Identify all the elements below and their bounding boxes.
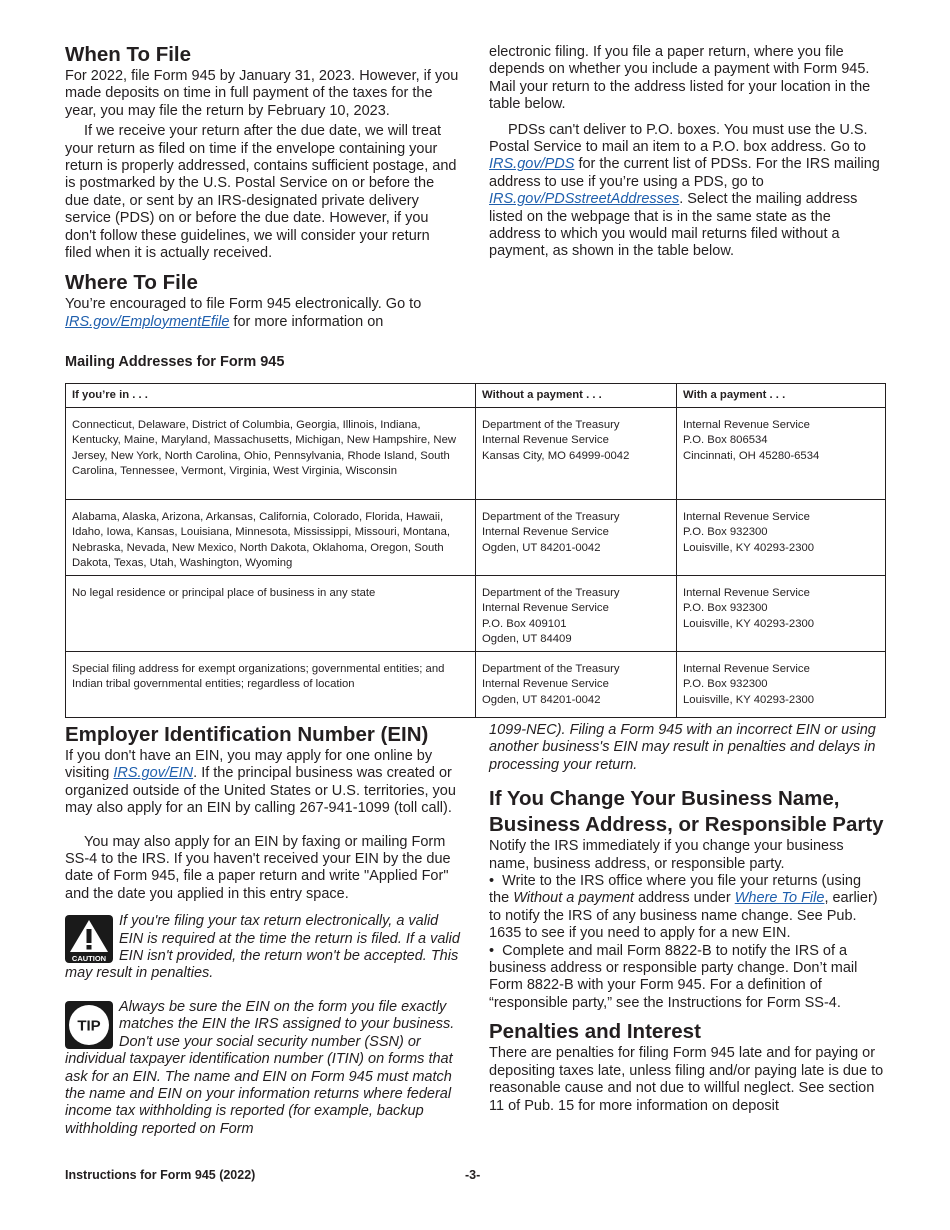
caution-icon [65,915,113,963]
column-header-without-payment: Without a payment . . . [476,384,677,408]
with-payment-address-cell [677,407,886,499]
address-line: Internal Revenue Service [482,602,609,614]
pds-paragraph [489,122,885,261]
address-line: Internal Revenue Service [482,678,609,690]
pds-text-c: . Select the mailing address listed on the webpage that is in the same state as the address to which you would mail returns filed without a payment, as shown in the table below. [489,191,858,260]
address-line: Cincinnati, OH 45280-6534 [683,449,820,462]
where-to-file-link[interactable]: Where To File [734,890,825,907]
table-row [66,575,886,651]
without-payment-address-cell [476,407,677,499]
irs-pds-street-addresses-link[interactable]: IRS.gov/PDSstreetAddresses [489,191,680,208]
caution-icon-label: CAUTION [71,954,107,964]
without-payment-address-cell [476,499,677,575]
ein-heading: Employer Identification Number (EIN) [65,723,429,746]
page-number: -3- [465,1168,481,1182]
tip-text: Always be sure the EIN on the form you file exactly matches the EIN the IRS assigned to your business. Don't use your social security number (SSN) or individual taxpayer identification number (ITIN) on forms that ask for an EIN. The name and EIN on Form 945 must match the name and EIN on your information returns where federal income tax withholding is reported (for example, backup withholding reported on Form [65,998,455,1137]
when-to-file-heading: When To File [65,43,192,66]
mailing-addresses-table [65,383,886,718]
location-cell: Connecticut, Delaware, District of Columbia, Georgia, Illinois, Indiana, Kentucky, Maine, Maryland, Massachusetts, Michigan, New Hampshire, New Jersey, New York, North Carolina, Ohio, Pennsylvania, Rhode Island, South Carolina, Tennessee, Vermont, Virginia, West Virginia, Wisconsin [66,407,476,499]
table-row [66,407,886,499]
address-line: P.O. Box 932300 [683,602,768,614]
pds-text-a: PDSs can't deliver to P.O. boxes. You must use the U.S. Postal Service to mail an item to a P.O. box address. Go to [489,121,868,156]
location-cell: Alabama, Alaska, Arizona, Arkansas, California, Colorado, Florida, Hawaii, Idaho, Iowa, Kansas, Louisiana, Minnesota, Mississippi, Missouri, Montana, Nebraska, Nevada, New Mexico, North Dakota, Oklahoma, Oregon, South Dakota, Texas, Utah, Washington, Wyoming [66,499,476,575]
when-to-file-paragraph-2: If we receive your return after the due date, we will treat your return as filed on time if the envelope containing your return is properly addressed, contains sufficient postage, and is postmarked by the U.S. Postal Service on or before the due date, or sent by an IRS-designated private delivery service (PDS) on or before the due date. However, if you don't follow these guidelines, we will consider your return filed when it is actually received. [65,123,457,262]
employment-efile-link[interactable]: IRS.gov/EmploymentEfile [65,313,230,330]
location-cell: Special filing address for exempt organizations; governmental entities; and Indian tribal governmental entities; regardless of location [66,651,476,717]
address-line: Kansas City, MO 64999-0042 [482,449,630,462]
pds-text-b: for the current list of PDSs. For the IRS mailing address to use if you’re using a PDS, go to [489,156,880,190]
address-line: Department of the Treasury [482,510,620,523]
irs-ein-link[interactable]: IRS.gov/EIN [113,765,194,782]
change-business-paragraph: Notify the IRS immediately if you change your business name, business address, or responsible party. [489,838,844,872]
mailing-addresses-table-wrap [65,383,885,718]
when-to-file-paragraph-1: For 2022, file Form 945 by January 31, 2023. However, if you made deposits on time in full payment of the taxes for the year, you may file the return by February 10, 2023. [65,68,459,119]
address-line: P.O. Box 932300 [683,678,768,690]
address-line: Internal Revenue Service [683,586,810,599]
table-row [66,651,886,717]
ein-paragraph-1 [65,748,460,818]
where-to-file-text: You’re encouraged to file Form 945 electronically. Go to [65,296,422,313]
change-business-heading: If You Change Your Business Name, Business Address, or Responsible Party [489,787,884,837]
where-to-file-paragraph-1-end: electronic filing. If you file a paper return, where you file depends on whether you include a payment with Form 945. Mail your return to the address listed for your location in the table below. [489,44,871,113]
column-header-with-payment: With a payment . . . [677,384,886,408]
caution-text: If you're filing your tax return electronically, a valid EIN is required at the time the return is filed. If a valid EIN isn't provided, the return won't be accepted. This may result in penalties. [65,913,460,982]
address-line: P.O. Box 932300 [683,526,768,538]
table-header-row [66,384,886,408]
address-line: P.O. Box 409101 [482,617,567,630]
change-business-bullet-1: • Write to the IRS office where you file your returns (using the Without a payment address under Where To File, earlier) to notify the IRS of any business name change. See Pub. 1635 to see if you need to apply for a new EIN. [489,873,878,942]
where-to-file-heading: Where To File [65,271,198,295]
ein-text-b: . If the principal business was created or organized outside of the United States or U.S. territories, you may also apply for an EIN by calling 267-941-1099 (toll call). [65,765,456,817]
address-line: Louisville, KY 40293-2300 [683,617,815,630]
tip-note [65,999,460,1138]
address-line: Internal Revenue Service [683,662,810,675]
address-line: Louisville, KY 40293-2300 [683,541,815,554]
ein-text-a: If you don't have an EIN, you may apply for one online by visiting [65,748,433,782]
with-payment-address-cell [677,499,886,575]
tip-icon [65,1001,113,1049]
address-line: Louisville, KY 40293-2300 [683,693,815,706]
address-line: Department of the Treasury [482,586,620,599]
penalties-paragraph: There are penalties for filing Form 945 late and for paying or depositing taxes late, unless filing and/or paying late is due to reasonable cause and not due to willful neglect. See section 11 of Pub. 15 for more information on deposit [489,1045,884,1114]
bullet-2-text: Complete and mail Form 8822-B to notify the IRS of a business address or responsible party change. Don’t mail Form 8822-B with your Form 945. For a definition of “responsible party,” see the Instructions for Form SS-4. [489,942,858,1011]
address-line: Internal Revenue Service [683,418,810,431]
where-to-file-text-cont: for more information on [229,313,384,330]
mailing-table-title: Mailing Addresses for Form 945 [65,354,285,370]
without-payment-address-cell [476,651,677,717]
table-row [66,499,886,575]
irs-pds-link[interactable]: IRS.gov/PDS [489,156,575,173]
ein-paragraph-2: You may also apply for an EIN by faxing or mailing Form SS-4 to the IRS. If you haven't received your EIN by the due date of Form 945, file a paper return and write "Applied For" and the date you applied in this entry space. [65,833,451,902]
location-cell: No legal residence or principal place of business in any state [66,575,476,651]
ein-section [65,722,460,1138]
address-line: Ogden, UT 84201-0042 [482,541,601,554]
address-line: P.O. Box 806534 [683,434,768,446]
address-line: Internal Revenue Service [683,510,810,523]
where-to-file-paragraph-1-start [65,296,460,331]
tip-icon-label: TIP [77,1017,101,1035]
where-to-file-continued [489,44,885,261]
bullet-1-text-b: address under [633,890,735,907]
bullet-1-text-c: , earlier) to notify the IRS of any business name change. See Pub. 1635 to see if you need to apply for a new EIN. [489,890,878,942]
bullet-1-italic: Without a payment [513,890,634,907]
change-business-bullet-2: • Complete and mail Form 8822-B to notify the IRS of a business address or responsible party change. Don’t mail Form 8822-B with your Form 945. For a definition of “responsible party,” see the Instructions for Form SS-4. [489,942,858,1011]
when-to-file-section [65,42,460,331]
address-line: Ogden, UT 84201-0042 [482,693,601,706]
address-line: Internal Revenue Service [482,434,609,446]
caution-note [65,913,460,983]
right-column-bottom [489,722,885,1115]
bullet-1-text-a: Write to the IRS office where you file your returns (using the [489,873,862,907]
footer-title: Instructions for Form 945 (2022) [65,1168,256,1182]
penalties-heading: Penalties and Interest [489,1020,701,1044]
with-payment-address-cell [677,575,886,651]
address-line: Department of the Treasury [482,418,620,431]
address-line: Internal Revenue Service [482,526,609,538]
tip-text-continued: 1099-NEC). Filing a Form 945 with an incorrect EIN or using another business's EIN may result in penalties and delays in processing your return. [489,722,876,773]
without-payment-address-cell [476,575,677,651]
column-header-location: If you’re in . . . [66,384,476,408]
address-line: Department of the Treasury [482,662,620,675]
address-line: Ogden, UT 84409 [482,633,572,645]
with-payment-address-cell [677,651,886,717]
